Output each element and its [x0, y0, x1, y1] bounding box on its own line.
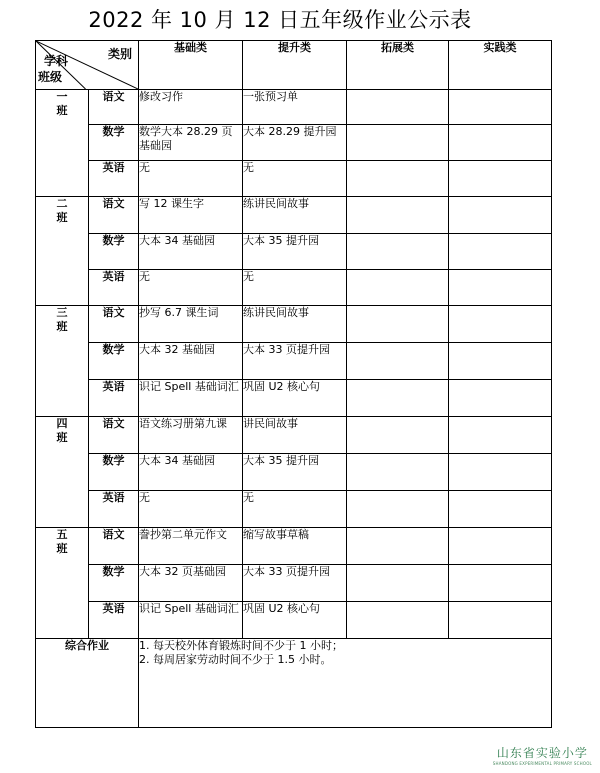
subject-cell: 语文 — [89, 417, 139, 454]
cell-basic: 数学大本 28.29 页基础园 — [139, 125, 243, 161]
table-row — [36, 197, 552, 234]
summary-label: 综合作业 — [36, 639, 139, 728]
table-row — [36, 90, 552, 125]
table-row — [36, 234, 552, 270]
subject-cell: 数学 — [89, 234, 139, 270]
table-row — [36, 491, 552, 528]
class-name-cell: 二 班 — [36, 197, 89, 306]
cell-extend — [347, 90, 449, 125]
cell-improve: 大本 28.29 提升园 — [243, 125, 347, 161]
cell-basic: 识记 Spell 基础词汇 — [139, 602, 243, 639]
table-row — [36, 417, 552, 454]
cell-improve: 大本 35 提升园 — [243, 454, 347, 491]
cell-extend — [347, 491, 449, 528]
table-row — [36, 380, 552, 417]
cell-improve: 大本 35 提升园 — [243, 234, 347, 270]
subject-cell: 英语 — [89, 161, 139, 197]
subject-cell: 数学 — [89, 565, 139, 602]
cell-extend — [347, 125, 449, 161]
school-logo — [493, 744, 592, 766]
cell-improve: 讲民间故事 — [243, 417, 347, 454]
cell-basic: 誊抄第二单元作文 — [139, 528, 243, 565]
cell-extend — [347, 380, 449, 417]
header-row — [36, 41, 552, 90]
subject-cell: 语文 — [89, 306, 139, 343]
cell-practice — [449, 528, 552, 565]
cell-basic: 大本 34 基础园 — [139, 234, 243, 270]
homework-table — [35, 40, 552, 728]
summary-item: 1. 每天校外体育锻炼时间不少于 1 小时； — [139, 639, 343, 652]
subject-cell: 英语 — [89, 380, 139, 417]
school-logo-english: SHANDONG EXPERIMENTAL PRIMARY SCHOOL — [492, 761, 592, 766]
subject-cell: 英语 — [89, 491, 139, 528]
subject-cell: 英语 — [89, 602, 139, 639]
cell-basic: 抄写 6.7 课生词 — [139, 306, 243, 343]
cell-improve: 一张预习单 — [243, 90, 347, 125]
category-label: 类别 — [107, 47, 132, 61]
table-row — [36, 565, 552, 602]
cell-improve: 大本 33 页提升园 — [243, 565, 347, 602]
cell-practice — [449, 454, 552, 491]
cell-practice — [449, 602, 552, 639]
cell-practice — [449, 565, 552, 602]
cell-extend — [347, 454, 449, 491]
subject-cell: 语文 — [89, 90, 139, 125]
class-name-cell: 四 班 — [36, 417, 89, 528]
table-row — [36, 528, 552, 565]
subject-label: 学科 — [44, 54, 69, 68]
cell-basic: 大本 32 页基础园 — [139, 565, 243, 602]
cell-extend — [347, 270, 449, 306]
cell-extend — [347, 417, 449, 454]
cell-extend — [347, 602, 449, 639]
summary-item: 2. 每周居家劳动时间不少于 1.5 小时。 — [139, 653, 332, 666]
cell-practice — [449, 197, 552, 234]
cell-basic: 语文练习册第九课 — [139, 417, 243, 454]
subject-cell: 语文 — [89, 197, 139, 234]
cell-practice — [449, 491, 552, 528]
table-row — [36, 602, 552, 639]
cell-improve: 大本 33 页提升园 — [243, 343, 347, 380]
column-header-improve: 提升类 — [243, 41, 347, 90]
table-row — [36, 125, 552, 161]
cell-improve: 巩固 U2 核心句 — [243, 380, 347, 417]
cell-basic: 写 12 课生字 — [139, 197, 243, 234]
class-label: 班级 — [38, 70, 63, 84]
school-logo-name: 山东省实验小学 — [496, 746, 588, 760]
cell-practice — [449, 306, 552, 343]
class-name-cell: 三 班 — [36, 306, 89, 417]
cell-practice — [449, 417, 552, 454]
subject-cell: 语文 — [89, 528, 139, 565]
cell-improve: 无 — [243, 161, 347, 197]
cell-improve: 无 — [243, 491, 347, 528]
subject-cell: 数学 — [89, 343, 139, 380]
subject-cell: 数学 — [89, 125, 139, 161]
column-header-basic: 基础类 — [139, 41, 243, 90]
cell-basic: 大本 32 基础园 — [139, 343, 243, 380]
table-row — [36, 454, 552, 491]
cell-basic: 大本 34 基础园 — [139, 454, 243, 491]
table-row — [36, 343, 552, 380]
cell-basic: 修改习作 — [139, 90, 243, 125]
cell-extend — [347, 343, 449, 380]
cell-practice — [449, 234, 552, 270]
column-header-practice: 实践类 — [449, 41, 552, 90]
class-name-cell: 一 班 — [36, 90, 89, 197]
cell-extend — [347, 565, 449, 602]
cell-practice — [449, 343, 552, 380]
column-header-extend: 拓展类 — [347, 41, 449, 90]
cell-improve: 巩固 U2 核心句 — [243, 602, 347, 639]
cell-improve: 缩写故事草稿 — [243, 528, 347, 565]
cell-basic: 无 — [139, 161, 243, 197]
table-row — [36, 306, 552, 343]
summary-row — [36, 639, 552, 728]
cell-practice — [449, 90, 552, 125]
diagonal-header-cell — [36, 41, 139, 90]
subject-cell: 数学 — [89, 454, 139, 491]
cell-practice — [449, 161, 552, 197]
cell-improve: 无 — [243, 270, 347, 306]
cell-improve: 练讲民间故事 — [243, 197, 347, 234]
cell-extend — [347, 306, 449, 343]
cell-basic: 无 — [139, 491, 243, 528]
cell-extend — [347, 234, 449, 270]
cell-practice — [449, 270, 552, 306]
cell-practice — [449, 380, 552, 417]
cell-extend — [347, 161, 449, 197]
cell-basic: 识记 Spell 基础词汇 — [139, 380, 243, 417]
table-row — [36, 270, 552, 306]
summary-content — [139, 639, 552, 728]
cell-practice — [449, 125, 552, 161]
subject-cell: 英语 — [89, 270, 139, 306]
class-name-cell: 五 班 — [36, 528, 89, 639]
cell-extend — [347, 528, 449, 565]
page-title: 2022 年 10 月 12 日五年级作业公示表 — [88, 8, 472, 32]
cell-improve: 练讲民间故事 — [243, 306, 347, 343]
cell-basic: 无 — [139, 270, 243, 306]
cell-extend — [347, 197, 449, 234]
table-row — [36, 161, 552, 197]
